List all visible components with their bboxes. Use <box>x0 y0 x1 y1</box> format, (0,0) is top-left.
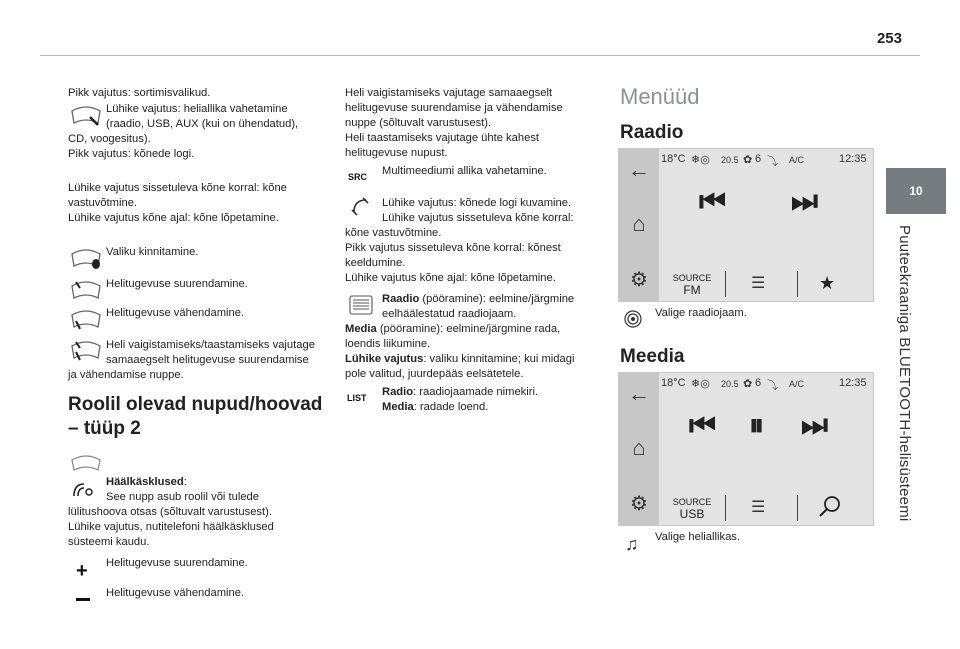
radio-caption: Valige raadiojaam. <box>655 307 747 319</box>
voice-command-icon <box>70 478 96 500</box>
screen-sidebar <box>619 373 659 525</box>
text-line: Pikk vajutus: kõnede logi. <box>68 148 195 160</box>
climate-icon: ❄◎ <box>691 154 710 166</box>
steering-wheel-icon <box>70 452 102 472</box>
phone-icon <box>350 196 370 216</box>
text-line: keeldumine. <box>345 257 406 269</box>
short-text: : valiku kinnitamine; kui midagi <box>423 353 575 365</box>
media-bold: Media <box>345 323 377 335</box>
source-label: SOURCE <box>672 273 712 283</box>
short-bold: Lühike vajutus <box>345 353 424 365</box>
text-line: CD, voogesitus). <box>68 133 151 145</box>
media-heading: Meedia <box>620 346 685 367</box>
text-line: nuppe (sõltuvalt varustusest). <box>345 117 492 129</box>
text-line: Helitugevuse suurendamine. <box>106 557 248 569</box>
text-line: kõne vastuvõtmine. <box>345 227 442 239</box>
temperature: 18°C <box>661 153 686 165</box>
src-icon: SRC <box>348 172 368 182</box>
list-view-icon[interactable]: ☰ <box>751 275 766 292</box>
favorite-radio-icon[interactable]: ★ <box>819 273 836 293</box>
settings-icon[interactable]: ⚙ <box>630 493 648 515</box>
fan-value: 20.5 <box>721 379 739 389</box>
home-icon[interactable]: ⌂ <box>632 435 646 460</box>
section-heading: – tüüp 2 <box>68 418 141 439</box>
text-line: Lühike vajutus: heliallika vahetamine <box>106 103 288 115</box>
radio-bold: Raadio <box>382 293 420 305</box>
ac-label: A/C <box>789 379 805 389</box>
settings-icon[interactable]: ⚙ <box>630 269 648 291</box>
steering-volume-down-icon <box>70 307 102 331</box>
text-line: süsteemi kaudu. <box>68 536 150 548</box>
voice-colon: : <box>183 476 187 488</box>
list-icon: LIST <box>347 393 367 403</box>
next-track-button[interactable]: ⏭ <box>801 409 828 442</box>
text-line: Heli vaigistamiseks/taastamiseks vajutage <box>106 339 315 351</box>
text-line: Lühike vajutus, nutitelefoni häälkäsklused <box>68 521 274 533</box>
text-line: Helitugevuse vähendamine. <box>106 307 245 319</box>
steering-button-icon <box>70 103 102 129</box>
divider <box>725 495 726 521</box>
text-line: Heli taastamiseks vajutage ühte kahest <box>345 132 540 144</box>
divider <box>797 271 798 297</box>
text-line: Helitugevuse vähendamine. <box>106 587 245 599</box>
voice-label: Häälkäsklused <box>106 476 184 488</box>
media-screen <box>618 372 874 526</box>
text-line: eelhäälestatud raadiojaam. <box>382 308 517 320</box>
ac-label: A/C <box>789 155 805 165</box>
fan-icon: ✿ <box>743 154 753 166</box>
source-value[interactable]: FM <box>683 283 701 297</box>
search-icon[interactable] <box>817 493 843 519</box>
previous-track-button[interactable]: ⏮ <box>689 409 716 442</box>
text-line: Lühike vajutus kõne ajal: kõne lõpetamine. <box>68 212 279 224</box>
list-radio-text: : raadiojaamade nimekiri. <box>413 386 539 398</box>
text-line: Multimeediumi allika vahetamine. <box>382 165 547 177</box>
steering-volume-up-icon <box>70 278 102 302</box>
text-line: loendis liikumine. <box>345 338 431 350</box>
text-line: Lühike vajutus sissetuleva kõne korral: <box>382 212 574 224</box>
radio-heading: Raadio <box>620 122 684 143</box>
text-line: samaaegselt helitugevuse suurendamise <box>106 354 309 366</box>
clock: 12:35 <box>839 153 867 165</box>
music-note-icon: ♫ <box>625 534 639 554</box>
radio-signal-icon <box>624 310 642 328</box>
text-line: helitugevuse nupust. <box>345 147 448 159</box>
steering-select-icon <box>70 246 102 270</box>
menu-heading: Menüüd <box>620 84 700 109</box>
text-line: (raadio, USB, AUX (kui on ühendatud), <box>106 118 299 130</box>
clock: 12:35 <box>839 377 867 389</box>
thumbwheel-icon <box>349 295 373 315</box>
list-media-text: : radade loend. <box>413 401 489 413</box>
radio-screen <box>618 148 874 302</box>
list-view-icon[interactable]: ☰ <box>751 499 766 516</box>
text-line: Lühike vajutus: kõnede logi kuvamine. <box>382 197 572 209</box>
fan-level: 6 <box>755 153 762 165</box>
text-line: ja vähendamise nuppe. <box>68 369 184 381</box>
text-line: helitugevuse suurendamise ja vähendamise <box>345 102 563 114</box>
text-line: pole valitud, juurdepääs eelsätetele. <box>345 368 524 380</box>
divider <box>725 271 726 297</box>
radio-text: (pööramine): eelmine/järgmine <box>419 293 575 305</box>
media-text: (pööramine): eelmine/järgmine rada, <box>376 323 561 335</box>
fan-level: 6 <box>755 377 762 389</box>
text-line: Helitugevuse suurendamine. <box>106 278 248 290</box>
source-value[interactable]: USB <box>679 507 705 521</box>
list-radio-bold: Radio <box>382 386 414 398</box>
text-line: See nupp asub roolil või tulede <box>106 491 260 503</box>
page-number: 253 <box>876 30 902 47</box>
text-line: Pikk vajutus: sortimisvalikud. <box>68 87 211 99</box>
screen-sidebar <box>619 149 659 301</box>
divider <box>797 495 798 521</box>
airflow-icon: ⤵ <box>767 156 778 168</box>
plus-icon: + <box>76 560 88 582</box>
chapter-tab: 10 <box>886 168 946 214</box>
chapter-title: Puuteekraaniga BLUETOOTH-helisüsteemi <box>896 225 913 522</box>
header-divider <box>40 55 920 56</box>
fan-icon: ✿ <box>743 378 753 390</box>
media-caption: Valige heliallikas. <box>655 531 740 543</box>
text-line: Pikk vajutus sissetuleva kõne korral: kõnest <box>345 242 561 254</box>
section-heading: Roolil olevad nupud/hoovad <box>68 394 323 415</box>
text-line: Lühike vajutus kõne ajal: kõne lõpetamine. <box>345 272 556 284</box>
steering-mute-icon <box>70 338 102 364</box>
airflow-icon: ⤵ <box>767 380 778 392</box>
home-icon[interactable]: ⌂ <box>632 211 646 236</box>
fan-value: 20.5 <box>721 155 739 165</box>
previous-track-button[interactable]: ⏮ <box>699 185 726 218</box>
list-media-bold: Media <box>382 401 414 413</box>
source-label: SOURCE <box>672 497 712 507</box>
text-line: lülitushoova otsas (sõltuvalt varustusest). <box>68 506 272 518</box>
next-track-button[interactable]: ⏭ <box>791 185 818 218</box>
text-line: vastuvõtmine. <box>68 197 138 209</box>
back-arrow-icon[interactable]: ← <box>628 157 650 182</box>
minus-icon <box>76 598 90 601</box>
text-line: Lühike vajutus sissetuleva kõne korral: kõne <box>68 182 287 194</box>
climate-icon: ❄◎ <box>691 378 710 390</box>
back-arrow-icon[interactable]: ← <box>628 381 650 406</box>
text-line: Heli vaigistamiseks vajutage samaaegselt <box>345 87 553 99</box>
temperature: 18°C <box>661 377 686 389</box>
pause-button[interactable]: ⏸ <box>749 409 764 442</box>
text-line: Valiku kinnitamine. <box>106 246 199 258</box>
